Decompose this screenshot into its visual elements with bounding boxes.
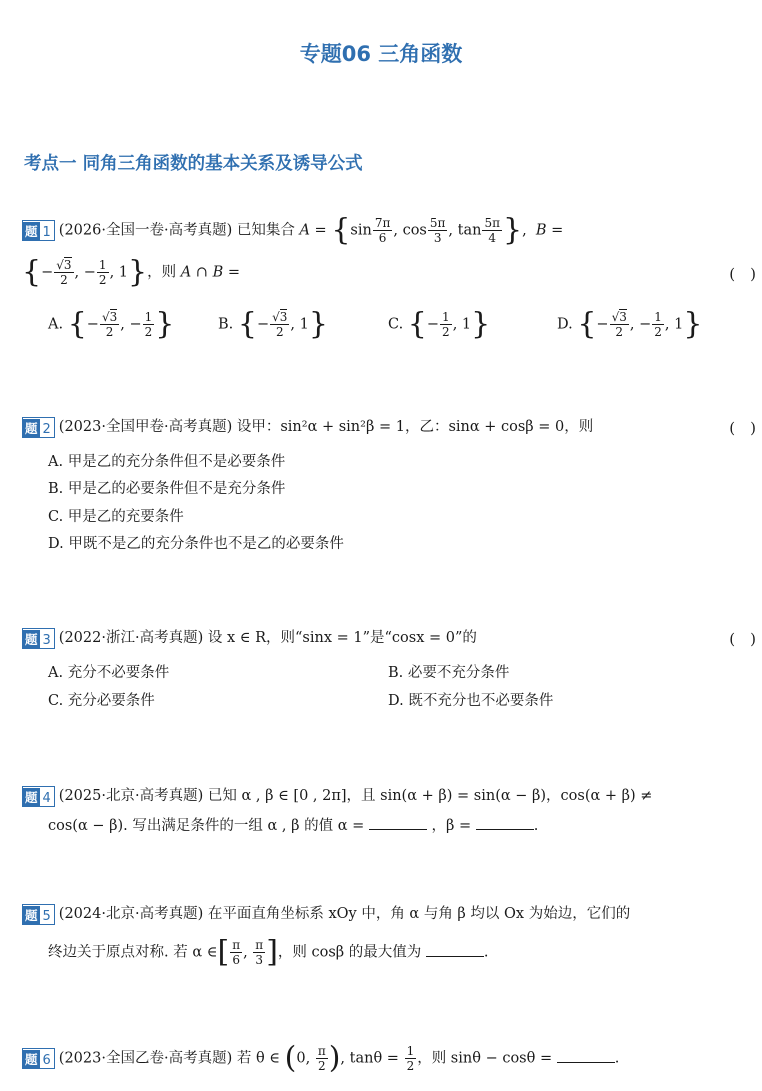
answer-bracket: ( ) bbox=[729, 265, 756, 283]
option-a: A. 充分不必要条件 bbox=[48, 665, 170, 681]
question-badge: 题 5 bbox=[22, 904, 55, 925]
question-5-line-2: 终边关于原点对称. 若 α ∈[ $\frac{\pi}{6}$ , $\frac{\pi}{3}$ ]，则 cosβ 的最大值为 . bbox=[48, 934, 489, 970]
answer-blank[interactable] bbox=[557, 1062, 615, 1063]
question-source: (2023·全国甲卷·高考真题) bbox=[58, 419, 233, 435]
question-1-line-2: {− $\frac{√3}{2}$ , − $\frac{1}{2}$ , 1}，则 A ∩ B = bbox=[22, 254, 240, 290]
question-4-line-1: 题 4 (2025·北京·高考真题) 已知 α , β ∈ [0 , 2π]，且 sin(α + β) = sin(α − β)，cos(α + β) ≠ bbox=[22, 785, 652, 807]
question-stem: 已知集合 bbox=[236, 222, 295, 239]
question-source: (2023·全国乙卷·高考真题) bbox=[58, 1050, 233, 1067]
answer-bracket: ( ) bbox=[729, 630, 756, 648]
question-5-line-1: 题 5 (2024·北京·高考真题) 在平面直角坐标系 xOy 中，角 α 与角 β 均以 Ox 为始边，它们的 bbox=[22, 903, 630, 925]
option-c: C. 充分必要条件 bbox=[48, 693, 155, 709]
question-source: (2024·北京·高考真题) bbox=[58, 906, 204, 922]
question-badge: 题 1 bbox=[22, 220, 55, 241]
question-3-stem: 题 3 (2022·浙江·高考真题) 设 x ∈ R，则“sinx = 1”是“cosx = 0”的 bbox=[22, 627, 477, 649]
question-6-stem: 题 6 (2023·全国乙卷·高考真题) 若 θ ∈ (0, $\frac{\pi}{2}$ ), tanθ = $\frac{1}{2}$ ，则 sinθ − cosθ = . bbox=[22, 1044, 619, 1073]
option-a: A. 甲是乙的充分条件但不是必要条件 bbox=[48, 454, 286, 470]
answer-blank[interactable] bbox=[476, 829, 534, 830]
option-d: D. 既不充分也不必要条件 bbox=[388, 693, 554, 709]
answer-bracket: ( ) bbox=[729, 419, 756, 437]
option-c: C. 甲是乙的充要条件 bbox=[48, 509, 184, 525]
question-badge: 题 6 bbox=[22, 1048, 55, 1069]
question-4-line-2: cos(α − β). 写出满足条件的一组 α , β 的值 α = ，β = . bbox=[48, 818, 539, 834]
question-badge: 题 3 bbox=[22, 628, 55, 649]
answer-blank[interactable] bbox=[369, 829, 427, 830]
question-2-stem: 题 2 (2023·全国甲卷·高考真题) 设甲：sin²α + sin²β = 1，乙：sinα + cosβ = 0，则 bbox=[22, 416, 593, 438]
question-badge: 题 2 bbox=[22, 417, 55, 438]
option-c: C. {− $\frac{1}{2}$ , 1} bbox=[388, 306, 491, 342]
question-badge: 题 4 bbox=[22, 786, 55, 807]
question-source: (2025·北京·高考真题) bbox=[58, 788, 204, 804]
option-b: B. {− $\frac{√3}{2}$ , 1} bbox=[218, 306, 328, 342]
question-source: (2022·浙江·高考真题) bbox=[58, 630, 204, 646]
section-heading: 考点一 同角三角函数的基本关系及诱导公式 bbox=[24, 154, 363, 174]
option-b: B. 甲是乙的必要条件但不是充分条件 bbox=[48, 481, 286, 497]
option-d: D. 甲既不是乙的充分条件也不是乙的必要条件 bbox=[48, 536, 344, 552]
question-source: (2026·全国一卷·高考真题) bbox=[58, 222, 233, 239]
option-b: B. 必要不充分条件 bbox=[388, 665, 510, 681]
option-a: A. {− $\frac{√3}{2}$ , − $\frac{1}{2}$ } bbox=[48, 306, 175, 342]
page-title: 专题06 三角函数 bbox=[299, 42, 463, 66]
answer-blank[interactable] bbox=[426, 956, 484, 957]
question-1-line-1: 题 1 (2026·全国一卷·高考真题) 已知集合 A = {sin $\frac{7\pi}{6}$ , cos $\frac{5\pi}{3}$ , tan $\frac{5\pi}{4}$ }, B = bbox=[22, 216, 563, 245]
option-d: D. {− $\frac{√3}{2}$ , − $\frac{1}{2}$ , 1} bbox=[557, 306, 703, 342]
